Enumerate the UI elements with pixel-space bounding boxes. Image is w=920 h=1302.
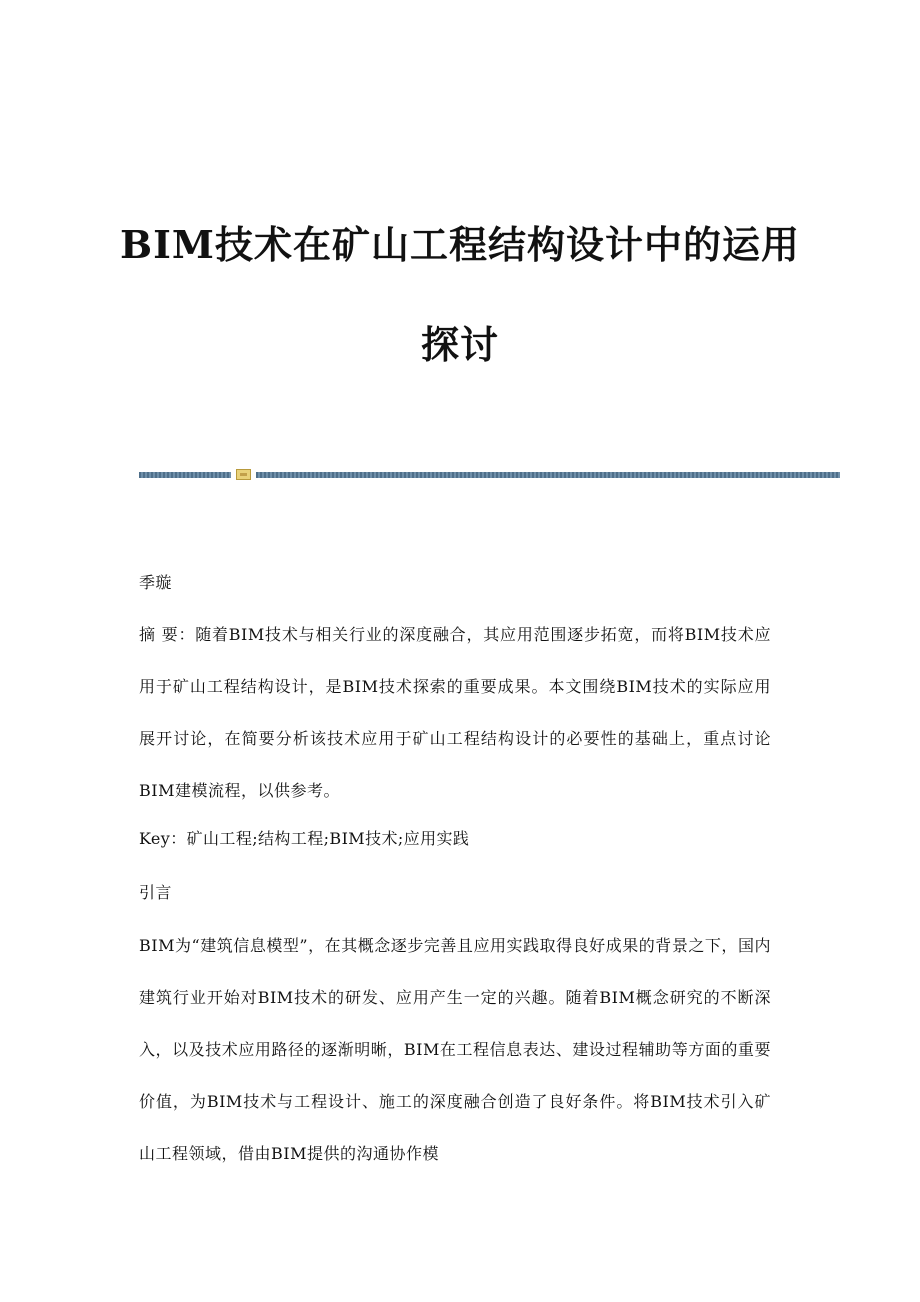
divider-bar-left	[139, 472, 231, 478]
section-heading-introduction: 引言	[139, 883, 172, 902]
author-name: 季璇	[139, 573, 172, 592]
decorative-divider	[139, 469, 840, 481]
divider-bar-right	[256, 472, 840, 478]
body-paragraph: BIM为“建筑信息模型”，在其概念逐步完善且应用实践取得良好成果的背景之下，国内建筑行业开始对BIM技术的研发、应用产生一定的兴趣。随着BIM概念研究的不断深入，以及技术应用路径的逐渐明晰，BIM在工程信息表达、建设过程辅助等方面的重要价值，为BIM技术与工程设计、施工的深度融合创造了良好条件。将BIM技术引入矿山工程领域，借由BIM提供的沟通协作模	[139, 936, 771, 1163]
abstract-paragraph: 摘 要：随着BIM技术与相关行业的深度融合，其应用范围逐步拓宽，而将BIM技术应用于矿山工程结构设计，是BIM技术探索的重要成果。本文围绕BIM技术的实际应用展开讨论，在简要分析该技术应用于矿山工程结构设计的必要性的基础上，重点讨论BIM建模流程，以供参考。	[139, 625, 771, 800]
document-title-line-1: BIM技术在矿山工程结构设计中的运用	[120, 222, 800, 267]
document-title-line-2: 探讨	[420, 322, 499, 367]
keywords-line: Key：矿山工程;结构工程;BIM技术;应用实践	[139, 829, 470, 848]
divider-ornament-icon	[236, 469, 251, 480]
